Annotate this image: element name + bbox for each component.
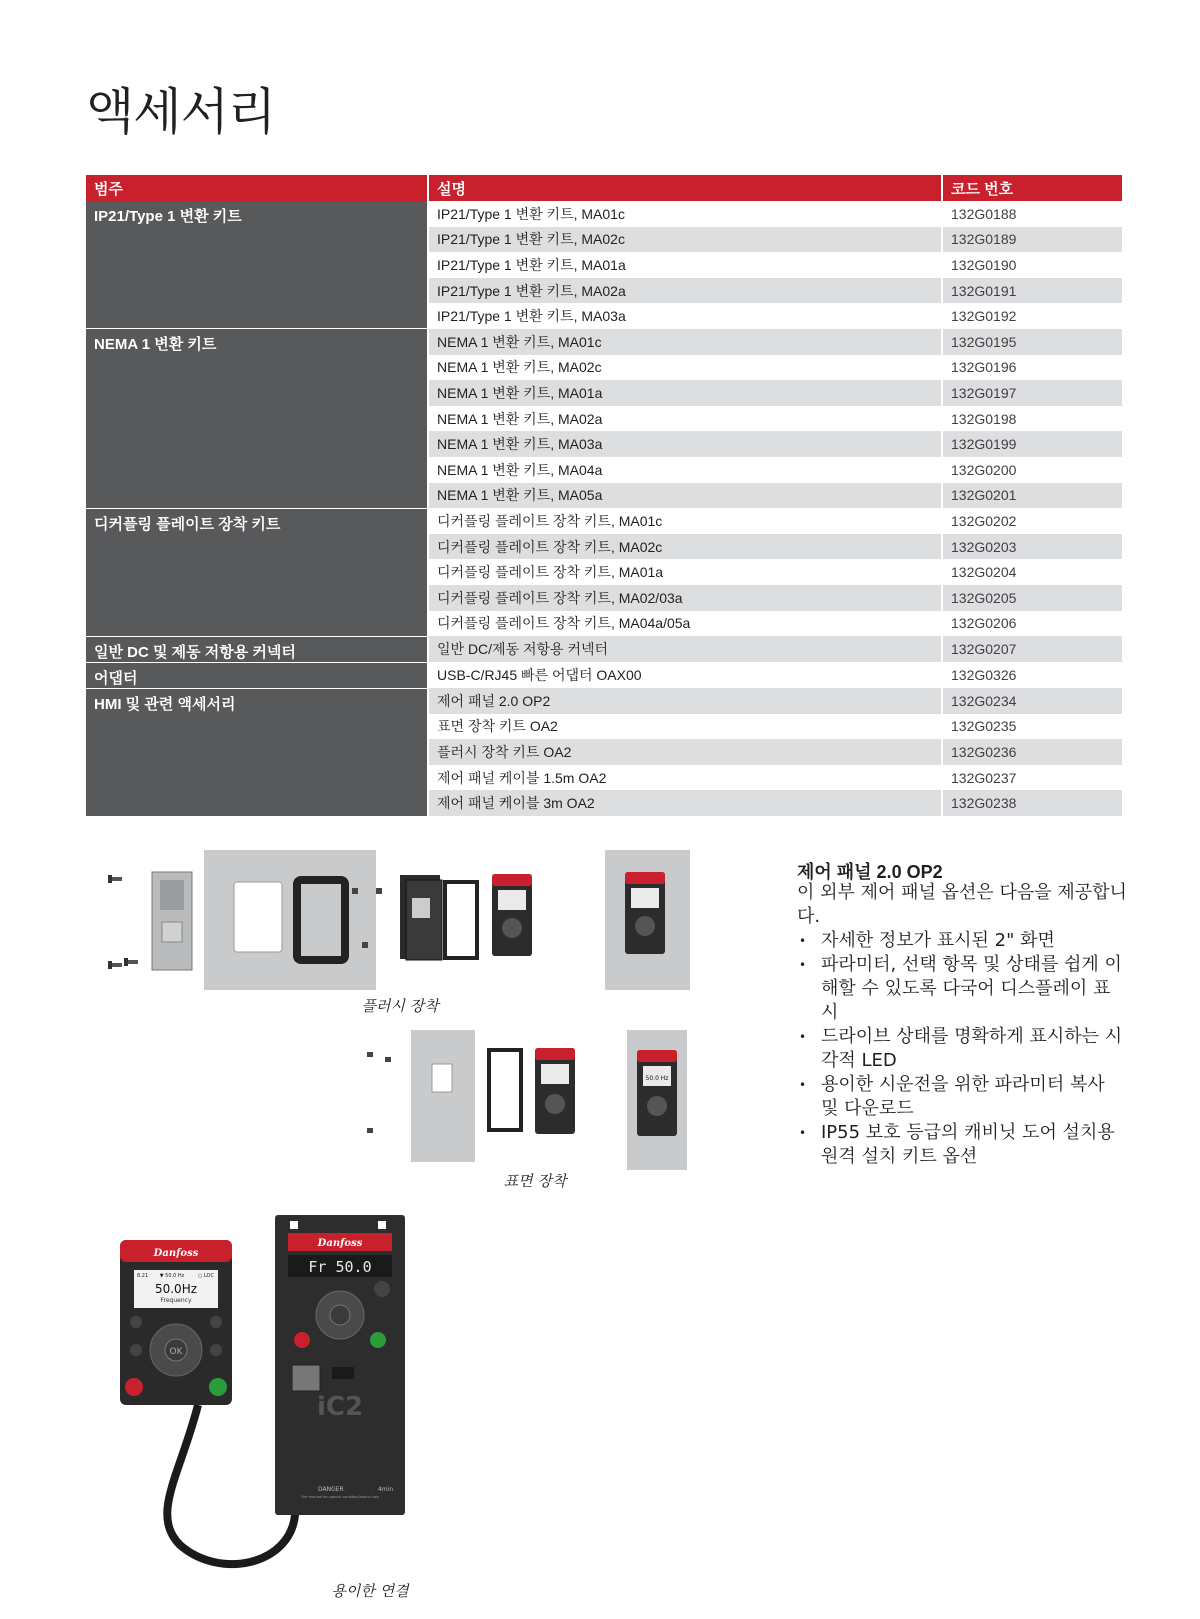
- rj45-port-icon: [292, 1365, 320, 1391]
- description-cell: 디커플링 플레이트 장착 키트, MA01a: [428, 559, 942, 585]
- drive-warning-time: 4min: [378, 1486, 394, 1493]
- category-cell: IP21/Type 1 변환 키트: [86, 201, 428, 329]
- description-cell: IP21/Type 1 변환 키트, MA02a: [428, 278, 942, 304]
- mounting-bracket-icon: [152, 872, 192, 970]
- drive-warning-small: See manual for special condition/mains fuse: [301, 1495, 379, 1499]
- code-cell: 132G0238: [942, 790, 1122, 816]
- menu-key-icon: [210, 1344, 222, 1356]
- table-row: [86, 662, 1122, 688]
- code-cell: 132G0197: [942, 380, 1122, 406]
- surface-mount-illustration: [355, 1030, 705, 1170]
- drive-model: iC2: [316, 1392, 364, 1422]
- drive-ok-button: [330, 1305, 350, 1325]
- panel-installed-icon: [627, 1030, 687, 1170]
- header-category: 범주: [86, 175, 428, 201]
- table-row: [86, 329, 1122, 355]
- code-cell: 132G0237: [942, 765, 1122, 791]
- drive-knob-icon: [374, 1281, 390, 1297]
- flush-mount-caption: 플러시 장착: [361, 997, 439, 1015]
- op2-intro: 이 외부 제어 패널 옵션은 다음을 제공합니다.: [797, 882, 1127, 927]
- drive-start-icon: [370, 1332, 386, 1348]
- op2-title: 제어 패널 2.0 OP2: [797, 862, 943, 882]
- code-cell: 132G0205: [942, 585, 1122, 611]
- panel-installed-icon: [605, 850, 690, 990]
- code-cell: 132G0204: [942, 559, 1122, 585]
- description-cell: IP21/Type 1 변환 키트, MA02c: [428, 227, 942, 253]
- control-panel-icon: [120, 1240, 232, 1405]
- description-cell: IP21/Type 1 변환 키트, MA01a: [428, 252, 942, 278]
- code-cell: 132G0326: [942, 662, 1122, 688]
- code-cell: 132G0189: [942, 227, 1122, 253]
- easy-connect-illustration: [110, 1215, 430, 1585]
- description-cell: 제어 패널 2.0 OP2: [428, 688, 942, 714]
- screw-icon: [367, 1052, 391, 1133]
- start-key-icon: [209, 1378, 227, 1396]
- table-header-row: [86, 175, 1122, 201]
- small-panel-display: 50.0 Hz: [645, 1075, 669, 1082]
- control-panel-icon: [535, 1048, 575, 1134]
- code-cell: 132G0199: [942, 431, 1122, 457]
- code-cell: 132G0198: [942, 406, 1122, 432]
- description-cell: NEMA 1 변환 키트, MA01a: [428, 380, 942, 406]
- description-cell: NEMA 1 변환 키트, MA03a: [428, 431, 942, 457]
- header-description: 설명: [428, 175, 942, 201]
- description-cell: 디커플링 플레이트 장착 키트, MA01c: [428, 508, 942, 534]
- description-cell: NEMA 1 변환 키트, MA02a: [428, 406, 942, 432]
- description-cell: 표면 장착 키트 OA2: [428, 714, 942, 740]
- drive-unit-icon: [275, 1215, 405, 1515]
- panel-status-right: ○ LOC: [198, 1273, 214, 1279]
- seal-frame-icon: [445, 882, 477, 958]
- op2-feature-list: [797, 929, 1127, 1169]
- drive-display: Fr 50.0: [308, 1258, 372, 1276]
- category-cell: 일반 DC 및 제동 저항용 커넥터: [86, 636, 428, 662]
- description-cell: 디커플링 플레이트 장착 키트, MA02c: [428, 534, 942, 560]
- home-key-icon: [130, 1316, 142, 1328]
- code-cell: 132G0202: [942, 508, 1122, 534]
- drive-warning: DANGER: [318, 1486, 344, 1493]
- category-cell: 어댑터: [86, 662, 428, 688]
- description-cell: IP21/Type 1 변환 키트, MA03a: [428, 303, 942, 329]
- flush-mount-illustration: [100, 850, 730, 995]
- table-row: [86, 688, 1122, 714]
- code-cell: 132G0234: [942, 688, 1122, 714]
- control-panel-icon: [492, 874, 532, 956]
- surface-mount-caption: 표면 장착: [503, 1172, 567, 1190]
- description-cell: 일반 DC/제동 저항용 커넥터: [428, 636, 942, 662]
- table-row: [86, 508, 1122, 534]
- page-title: 액세서리: [86, 83, 276, 141]
- code-cell: 132G0191: [942, 278, 1122, 304]
- panel-display-sub: Frequency: [160, 1297, 192, 1304]
- code-cell: 132G0206: [942, 611, 1122, 637]
- list-item: • 파라미터, 선택 항목 및 상태를 쉽게 이해할 수 있도록 다국어 디스플레이 표시: [797, 953, 1127, 1025]
- code-cell: 132G0188: [942, 201, 1122, 227]
- mounting-plate-icon: [411, 1030, 475, 1162]
- info-key-icon: [130, 1344, 142, 1356]
- category-cell: 디커플링 플레이트 장착 키트: [86, 508, 428, 636]
- stop-key-icon: [125, 1378, 143, 1396]
- list-item: • IP55 보호 등급의 캐비닛 도어 설치용 원격 설치 키트 옵션: [797, 1121, 1127, 1169]
- description-cell: NEMA 1 변환 키트, MA02c: [428, 355, 942, 381]
- easy-connect-caption: 용이한 연결: [331, 1582, 409, 1600]
- description-cell: USB-C/RJ45 빠른 어댑터 OAX00: [428, 662, 942, 688]
- category-cell: HMI 및 관련 액세서리: [86, 688, 428, 816]
- code-cell: 132G0195: [942, 329, 1122, 355]
- description-cell: NEMA 1 변환 키트, MA04a: [428, 457, 942, 483]
- description-cell: 디커플링 플레이트 장착 키트, MA02/03a: [428, 585, 942, 611]
- gasket-frame-icon: [489, 1050, 521, 1130]
- panel-status-left: 8.21: [137, 1273, 149, 1279]
- accessories-table: [86, 175, 1122, 817]
- description-cell: 디커플링 플레이트 장착 키트, MA04a/05a: [428, 611, 942, 637]
- screw-icon: [108, 875, 138, 969]
- ok-label: OK: [169, 1347, 183, 1357]
- panel-brand: Danfoss: [153, 1248, 199, 1259]
- back-key-icon: [210, 1316, 222, 1328]
- header-code: 코드 번호: [942, 175, 1122, 201]
- table-body: [86, 201, 1122, 816]
- description-cell: NEMA 1 변환 키트, MA05a: [428, 483, 942, 509]
- code-cell: 132G0207: [942, 636, 1122, 662]
- table-row: [86, 201, 1122, 227]
- category-cell: NEMA 1 변환 키트: [86, 329, 428, 508]
- drive-stop-icon: [294, 1332, 310, 1348]
- code-cell: 132G0203: [942, 534, 1122, 560]
- drive-brand: Danfoss: [317, 1238, 363, 1249]
- list-item: • 자세한 정보가 표시된 2" 화면: [797, 929, 1127, 953]
- list-item: • 용이한 시운전을 위한 파라미터 복사 및 다운로드: [797, 1073, 1127, 1121]
- code-cell: 132G0196: [942, 355, 1122, 381]
- flush-housing-icon: [400, 875, 442, 960]
- code-cell: 132G0190: [942, 252, 1122, 278]
- code-cell: 132G0236: [942, 739, 1122, 765]
- panel-display-main: 50.0Hz: [154, 1282, 198, 1296]
- description-cell: IP21/Type 1 변환 키트, MA01c: [428, 201, 942, 227]
- panel-status-mid: ▼ 50.0 Hz: [159, 1273, 185, 1279]
- description-cell: 제어 패널 케이블 3m OA2: [428, 790, 942, 816]
- list-item: • 드라이브 상태를 명확하게 표시하는 시각적 LED: [797, 1025, 1127, 1073]
- code-cell: 132G0192: [942, 303, 1122, 329]
- description-cell: 제어 패널 케이블 1.5m OA2: [428, 765, 942, 791]
- mounting-plate-icon: [204, 850, 376, 990]
- code-cell: 132G0235: [942, 714, 1122, 740]
- description-cell: 플러시 장착 키트 OA2: [428, 739, 942, 765]
- table-row: [86, 636, 1122, 662]
- code-cell: 132G0201: [942, 483, 1122, 509]
- description-cell: NEMA 1 변환 키트, MA01c: [428, 329, 942, 355]
- code-cell: 132G0200: [942, 457, 1122, 483]
